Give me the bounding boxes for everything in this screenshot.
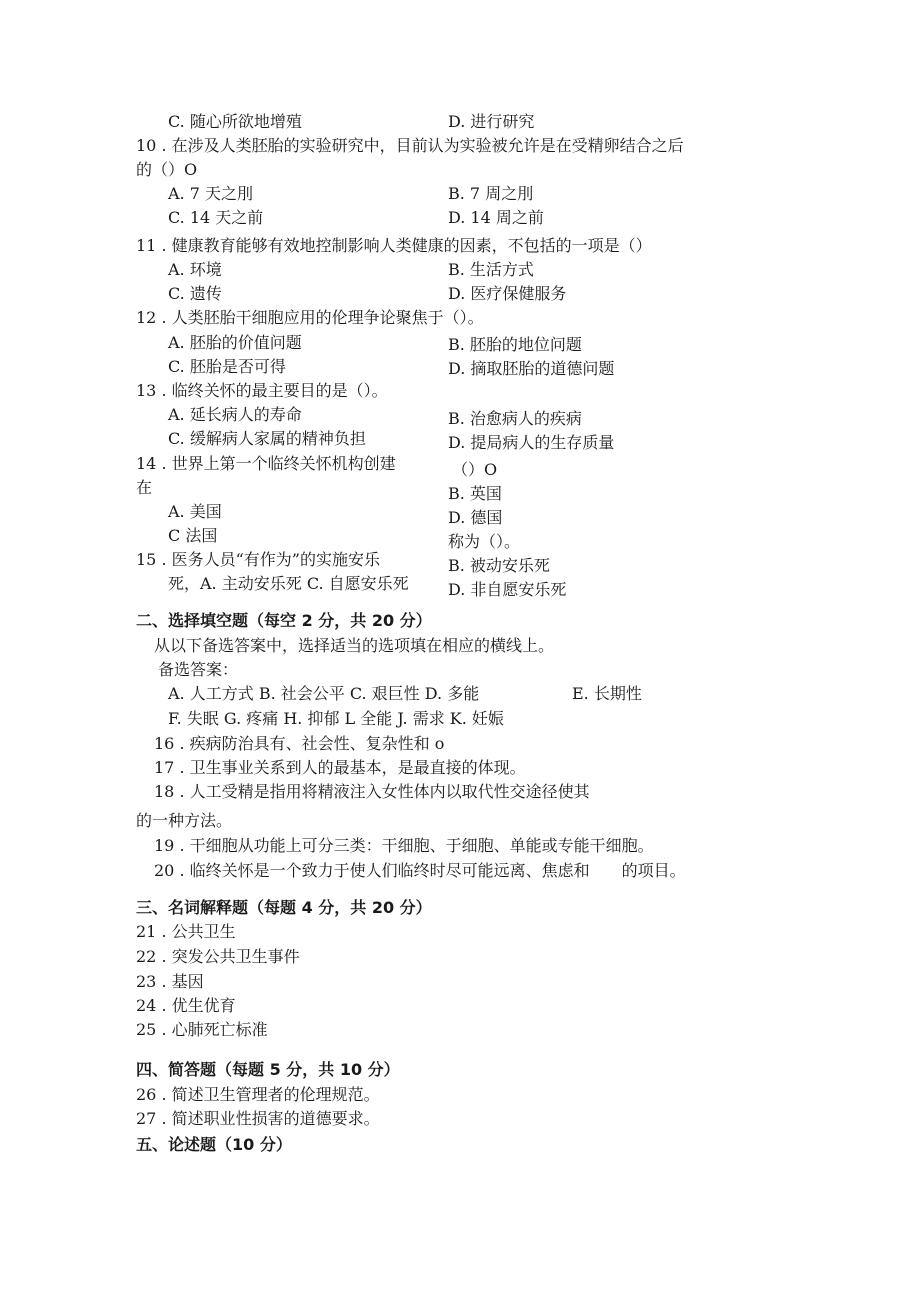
- section3-item-25: 25 . 心肺死亡标准: [136, 1020, 268, 1039]
- q13-option-a: A. 延长病人的寿命: [168, 405, 302, 424]
- q9-option-c: C. 随心所欲地增殖: [168, 112, 302, 131]
- section3-item-23: 23 . 基因: [136, 972, 204, 991]
- q10-option-a: A. 7 天之刖: [168, 184, 253, 203]
- section3-item-21: 21 . 公共卫生: [136, 922, 236, 941]
- section2-options-line1: A. 人工方式 B. 社会公平 C. 艰巨性 D. 多能: [168, 684, 480, 703]
- section4-item-27: 27 . 简述职业性损害的道德要求。: [136, 1109, 380, 1128]
- q10-stem-line2: 的（）O: [136, 160, 198, 179]
- q12-option-b: B. 胚胎的地位问题: [448, 335, 582, 354]
- section2-heading: 二、选择填空题（每空 2 分，共 20 分）: [136, 611, 432, 630]
- section3-item-24: 24 . 优生优育: [136, 996, 236, 1015]
- q15-stem-line1: 15 . 医务人员“有作为”的实施安乐: [136, 550, 380, 569]
- q11-option-b: B. 生活方式: [448, 260, 534, 279]
- section5-heading: 五、论述题（10 分）: [136, 1135, 292, 1154]
- q14-stem-line1: 14 . 世界上第一个临终关怀机构创建: [136, 454, 396, 473]
- q10-stem-line1: 10 . 在涉及人类胚胎的实验研究中，目前认为实验被允许是在受精卵结合之后: [136, 136, 684, 155]
- q9-option-d: D. 进行研究: [448, 112, 535, 131]
- section2-options-line2: F. 失眠 G. 疼痛 H. 抑郁 L 全能 J. 需求 K. 妊娠: [168, 709, 504, 728]
- q14-option-a: A. 美国: [168, 502, 222, 521]
- q19: 19 . 干细胞从功能上可分三类：干细胞、于细胞、单能或专能干细胞。: [154, 836, 654, 855]
- q18-line1: 18 . 人工受精是指用将精液注入女性体内以取代性交途径使其: [154, 782, 590, 801]
- q13-option-c: C. 缓解病人家属的精神负担: [168, 429, 366, 448]
- q13-option-d: D. 提局病人的生存质量: [448, 433, 615, 452]
- section3-heading: 三、名词解释题（每题 4 分，共 20 分）: [136, 898, 432, 917]
- section2-intro: 从以下备选答案中，选择适当的选项填在相应的横线上。: [154, 636, 555, 655]
- q12-option-d: D. 摘取胚胎的道德问题: [448, 359, 615, 378]
- section3-item-22: 22 . 突发公共卫生事件: [136, 947, 300, 966]
- q14-option-d: D. 德国: [448, 508, 503, 527]
- section4-item-26: 26 . 简述卫生管理者的伦理规范。: [136, 1085, 380, 1104]
- q14-option-c: C 法国: [168, 526, 218, 545]
- q14-stem-line2: 在: [136, 478, 153, 497]
- q13-stem: 13 . 临终关怀的最主要目的是（）。: [136, 381, 388, 400]
- q17: 17 . 卫生事业关系到人的最基本，是最直接的体现。: [154, 758, 526, 777]
- q11-option-a: A. 环境: [168, 260, 222, 279]
- section4-heading: 四、简答题（每题 5 分，共 10 分）: [136, 1060, 400, 1079]
- q12-option-a: A. 胚胎的价值问题: [168, 333, 302, 352]
- q16: 16 . 疾病防治具有、社会性、复杂性和 o: [154, 734, 445, 753]
- q15-option-d: D. 非自愿安乐死: [448, 580, 567, 599]
- q13-option-b: B. 治愈病人的疾病: [448, 409, 582, 428]
- q10-option-c: C. 14 天之前: [168, 208, 264, 227]
- q10-option-d: D. 14 周之前: [448, 208, 544, 227]
- q11-option-d: D. 医疗保健服务: [448, 284, 567, 303]
- q18-line2: 的一种方法。: [136, 811, 233, 830]
- q15-option-b: B. 被动安乐死: [448, 556, 550, 575]
- q11-stem: 11 . 健康教育能够有效地控制影响人类健康的因素，不包括的一项是（）: [136, 236, 652, 255]
- q11-option-c: C. 遗传: [168, 284, 222, 303]
- q12-stem: 12 . 人类胚胎干细胞应用的伦理争论聚焦于（）。: [136, 308, 484, 327]
- q12-option-c: C. 胚胎是否可得: [168, 357, 286, 376]
- q15-stem-line2: 死，A. 主动安乐死 C. 自愿安乐死: [168, 574, 409, 593]
- q20: 20 . 临终关怀是一个致力于使人们临终时尽可能远离、焦虑和 的项目。: [154, 861, 686, 880]
- q14-option-b: B. 英国: [448, 484, 502, 503]
- q14-stem-tail: （）O: [452, 460, 498, 479]
- q15-stem-tail: 称为（）。: [448, 532, 521, 551]
- section2-options-line1-tail: E. 长期性: [572, 684, 642, 703]
- q10-option-b: B. 7 周之刖: [448, 184, 534, 203]
- section2-options-label: 备选答案：: [158, 660, 239, 679]
